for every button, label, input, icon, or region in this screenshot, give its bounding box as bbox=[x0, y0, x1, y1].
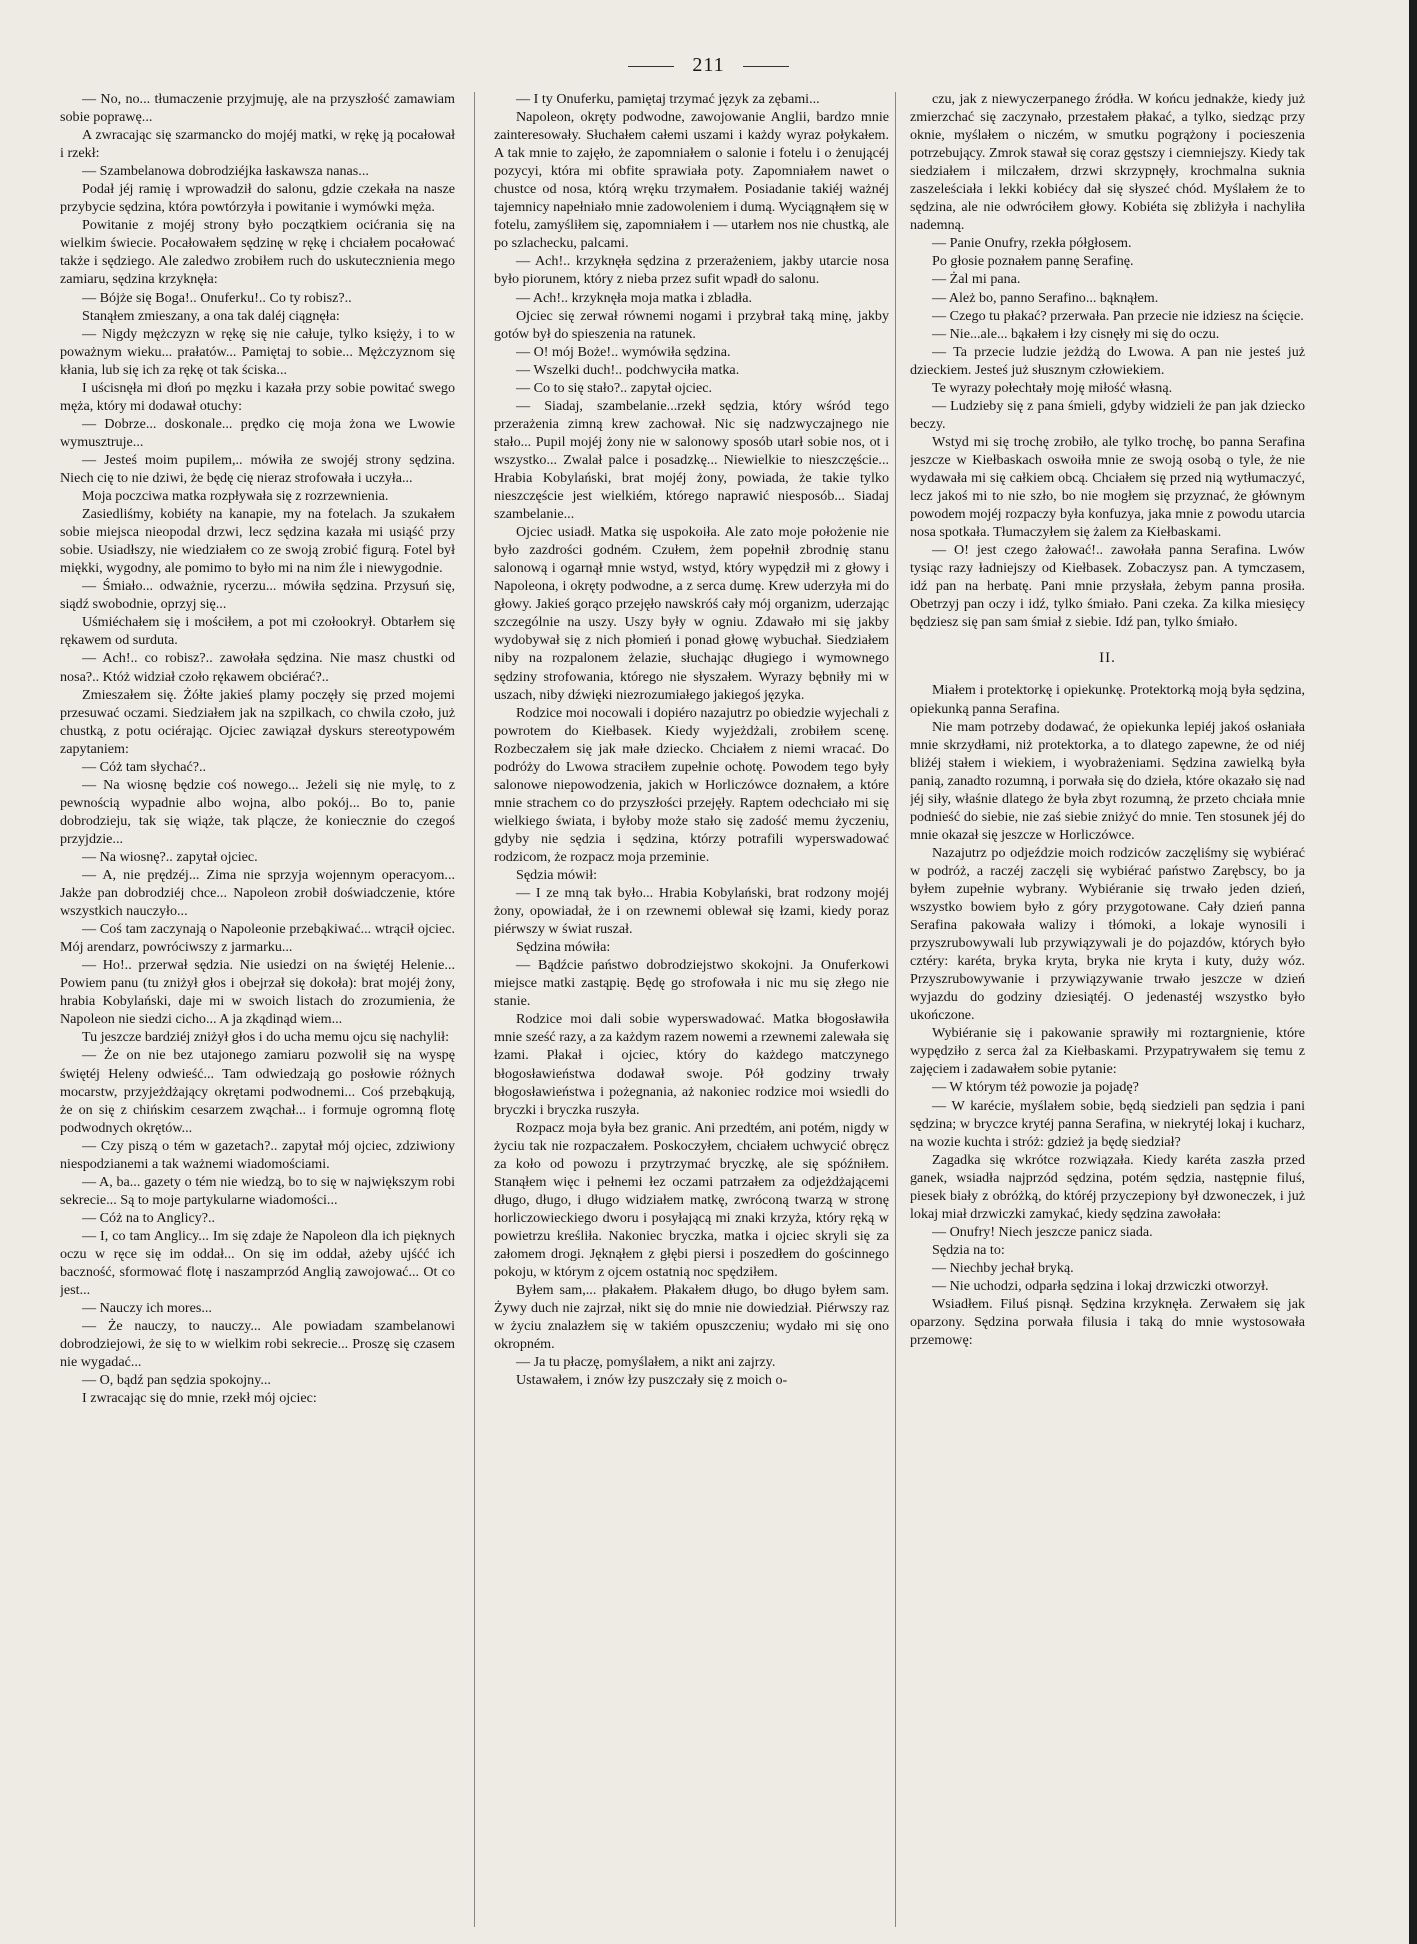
paragraph: — Że on nie bez utajonego zamiaru pozwolił się na wyspę świętéj Heleny odwieść... Tam odwiedzają go posłowie różnych mocarstw, przyjeżdżający okrętami podwodnemi... Coś przebąkują, że on się z chińskim cesarzem zwąchał... i formuje ogromną flotę podwodnych okrętów... bbox=[60, 1047, 455, 1136]
paragraph: — A, ba... gazety o tém nie wiedzą, bo to się w największym robi sekrecie... Są to moje partykularne wiadomości... bbox=[60, 1173, 455, 1208]
paragraph: — I ze mną tak było... Hrabia Kobylański, brat rodzony mojéj żony, opowiadał, że i on rzewnemi oblewał się łzami, kiedy poraz piérwszy w świat ruszał. bbox=[494, 885, 889, 938]
paragraph: — Ta przecie ludzie jeżdżą do Lwowa. A pan nie jesteś już dzieckiem. Jesteś już słusznym człowiekiem. bbox=[910, 343, 1305, 378]
paragraph: Ojciec usiadł. Matka się uspokoiła. Ale zato moje położenie nie było zazdrości godném. Czułem, żem popełnił zbrodnię stanu salonową i ogarnął mnie wstyd, wstyd, który wypędził mi z głowy i Napoleona, i okręty podwodne, a z serca dumę. Krew uderzyła mi do głowy. Jakieś gorąco przejęło nawskróś cały mój organizm, uderzając szczególnie na uszy. Uszy były w ogniu. Zdawało mi się jakby wydobywał się z nich płomień i ponad głowę wybuchał. Siedziałem niby na rozpalonem żelazie, słuchając długiego i wymownego sędziny strofowania, którego nie słyszałem. Wyrazy bębniły mi w uszach, niby dźwięki niezrozumiałego jakiegoś języka. bbox=[494, 524, 889, 703]
paragraph: — Na wiosnę będzie coś nowego... Jeżeli się nie mylę, to z pewnością wypadnie albo wojna, albo pokój... Bo to, panie dobrodzieju, tak się wiąże, tak plącze, że koniecznie do czegoś przyjdzie... bbox=[60, 776, 455, 847]
paragraph: Sędzia mówił: bbox=[516, 867, 598, 884]
paragraph: Rozpacz moja była bez granic. Ani przedtém, ani potém, nigdy w życiu tak nie rozpaczałem. Poskoczyłem, chciałem uchwycić obręcz za koło od powozu i przytrzymać bryczkę, ale się spóźniłem. Stanąłem więc i pełnemi łez oczami patrzałem za odjeżdżającemi długo, długo, i długo widziałem matkę, zwróconą twarzą w stronę horliczowieckiego dworu i posyłającą mi znaki krzyża, który ręką w powietrzu kreśliła. Nakoniec bryczka, matka i ojciec skryli się za załomem drogi. Jęknąłem z głębi piersi i poszedłem do gościnnego pokoju, w którym z ojcem ostatnią noc spędziłem. bbox=[494, 1119, 889, 1281]
paragraph: A zwracając się szarmancko do mojéj matki, w rękę ją pocałował i rzekł: bbox=[60, 127, 455, 162]
paragraph: — Wszelki duch!.. podchwyciła matka. bbox=[516, 361, 740, 378]
paragraph: — A, nie prędzéj... Zima nie sprzyja wojennym operacyom... Jakże pan dobrodziéj chce... Napoleon zrobił doświadczenie, które wszystkich nauczyło... bbox=[60, 867, 455, 920]
column-divider-1 bbox=[474, 92, 475, 1927]
paragraph: Wybiéranie się i pakowanie sprawiły mi roztargnienie, które wypędziło z serca żal za Kiełbaskami. Przypatrywałem się temu z zajęciem i zadawałem sobie pytanie: bbox=[910, 1025, 1305, 1078]
paragraph: — Ho!.. przerwał sędzia. Nie usiedzi on na świętéj Helenie... Powiem panu (tu zniżył głos i obejrzał się dokoła): brat mojéj żony, hrabia Kobylański, daje mi w swoich listach do zrozumienia, że Napoleon nie siedzi cicho... A ja zkądinąd wiem... bbox=[60, 957, 455, 1028]
paragraph: — O! jest czego żałować!.. zawołała panna Serafina. Lwów tysiąc razy ładniejszy od Kiełbasek. Zobaczysz pan. A tymczasem, idź pan na herbatę. Pani mnie przysłała, żebym panna prosiła. Obetrzyj pan oczy i idź, tylko śmiało. Pani czeka. Za kilka miesięcy będziesz się pan sam śmiał z siebie. Idź pan, tylko śmiało. bbox=[910, 542, 1305, 631]
header-dash-left bbox=[628, 66, 674, 67]
section-heading: II. bbox=[1099, 650, 1116, 667]
paragraph: — Panie Onufry, rzekła półgłosem. bbox=[932, 235, 1132, 252]
paragraph: — Ach!.. krzyknęła sędzina z przerażeniem, jakby utarcie nosa było piorunem, który z nieba przez sufit wpadł do salonu. bbox=[494, 253, 889, 288]
paragraph: — O, bądź pan sędzia spokojny... bbox=[82, 1372, 271, 1389]
page-edge-shadow bbox=[1409, 0, 1417, 1944]
paragraph: Powitanie z mojéj strony było początkiem ocićrania się na wielkim świecie. Pocałowałem sędzinę w rękę i chciałem pocałować także i sędziego. Ale zaledwo zrobiłem ruch do uskutecznienia mego zamiaru, sędzina krzyknęła: bbox=[60, 217, 455, 288]
paragraph: Sędzina mówiła: bbox=[516, 939, 611, 956]
paragraph: Ojciec się zerwał równemi nogami i przybrał taką minę, jakby gotów był do spieszenia na ratunek. bbox=[494, 307, 889, 342]
paragraph: — Na wiosnę?.. zapytał ojciec. bbox=[82, 848, 258, 865]
paragraph: — Niechby jechał bryką. bbox=[932, 1259, 1074, 1276]
paragraph: Moja poczciwa matka rozpływała się z rozrzewnienia. bbox=[82, 488, 389, 505]
paragraph: — Onufry! Niech jeszcze panicz siada. bbox=[932, 1223, 1153, 1240]
paragraph: — Ludzieby się z pana śmieli, gdyby widzieli że pan jak dziecko beczy. bbox=[910, 397, 1305, 432]
paragraph: — I ty Onuferku, pamiętaj trzymać język za zębami... bbox=[516, 91, 820, 107]
paragraph: Po głosie poznałem pannę Serafinę. bbox=[932, 253, 1134, 270]
paragraph: — Cóż na to Anglicy?.. bbox=[82, 1209, 216, 1226]
text-column-2 bbox=[494, 90, 889, 1930]
paragraph: — Coś tam zaczynają o Napoleonie przebąkiwać... wtrącił ojciec. Mój arendarz, powróciwszy z jarmarku... bbox=[60, 921, 455, 956]
paragraph: — Bądźcie państwo dobrodziejstwo skokojni. Ja Onuferkowi miejsce matki zastąpię. Będę go strofowała i nic mu się złego nie stanie. bbox=[494, 957, 889, 1010]
paragraph: — Nie uchodzi, odparła sędzina i lokaj drzwiczki otworzył. bbox=[932, 1278, 1269, 1294]
paragraph: — Ach!.. krzyknęła moja matka i zbladła. bbox=[516, 289, 752, 306]
paragraph: — Że nauczy, to nauczy... Ale powiadam szambelanowi dobrodziejowi, że się to w wielkim robi sekrecie... Proszę się czasem nie wygadać... bbox=[60, 1318, 455, 1371]
paragraph: Byłem sam,... płakałem. Płakałem długo, bo długo byłem sam. Żywy duch nie zajrzał, nikt się do mnie nie dowiedział. Piérwszy raz w życiu znalazłem się w takiém opuszczeniu; wydało mi się ono okropném. bbox=[494, 1282, 889, 1353]
paragraph: Nazajutrz po odjeździe moich rodziców zaczęliśmy się wybiérać w podróż, a raczéj zaczęli się wybiérać państwo Zarębscy, bo ja byłem zupełnie wybrany. Wybiéranie się trwało jeden dzień, wszystko bowiem było z góry przygotowane. Cały dzień panna Serafina pakowała walizy i tłómoki, a lokaje wynosili i przyszrubowywali lub przywiązywali je do pojazdów, których było cztéry: karéta, bryka kryta, bryka nie kryta i kuty, duży wóz. Przyszrubowywanie i przywiązywanie trwało jeszcze w dzień wyjazdu do godziny dziesiątéj. O jedenastéj wszystko było ukończone. bbox=[910, 844, 1305, 1024]
paragraph: — Śmiało... odważnie, rycerzu... mówiła sędzina. Przysuń się, siądź swobodnie, oprzyj się... bbox=[60, 578, 455, 613]
paragraph: — Żal mi pana. bbox=[932, 271, 1021, 288]
paragraph: — Szambelanowa dobrodziéjka łaskawsza nanas... bbox=[82, 163, 369, 180]
paragraph: Miałem i protektorkę i opiekunkę. Protektorką moją była sędzina, opiekunką panna Serafina. bbox=[910, 682, 1305, 717]
page-header bbox=[0, 54, 1417, 77]
paragraph: Sędzia na to: bbox=[932, 1241, 1005, 1258]
paragraph: — Dobrze... doskonale... prędko cię moja żona we Lwowie wymusztruje... bbox=[60, 415, 455, 450]
text-column-1 bbox=[60, 90, 455, 1930]
text-column-3 bbox=[910, 90, 1305, 1930]
paragraph: Zmieszałem się. Żółte jakieś plamy poczęły się przed mojemi przesuwać oczami. Siedziałem jak na szpilkach, co chwila czoło, już chustką, z potu ociérając. Ojciec zawiązał dyskurs stereotypowém zapytaniem: bbox=[60, 686, 455, 757]
paragraph: Te wyrazy połechtały moję miłość własną. bbox=[932, 379, 1173, 396]
paragraph: czu, jak z niewyczerpanego źródła. W końcu jednakże, kiedy już zmierzchać się zaczynało, przestałem płakać, a tylko, siedząc przy oknie, myślałem o niczém, w smutku pogrążony i pocieszenia potrzebujący. Zmrok stawał się coraz gęstszy i ciemniejszy. Kiedy tak siedziałem i milczałem, drzwi skrzypnęły, krochmalna suknia zaszeleściała i lekki kobiécy dał się słyszeć chód. Myślałem że to sędzina, ale nie odwróciłem głowy. Kobiéta się zbliżyła i nachyliła nademną. bbox=[910, 91, 1305, 234]
paragraph: — Czy piszą o tém w gazetach?.. zapytał mój ojciec, zdziwiony niespodzianemi a tak ważnemi wiadomościami. bbox=[60, 1137, 455, 1172]
paragraph: Stanąłem zmieszany, a ona tak daléj ciągnęła: bbox=[82, 307, 340, 324]
paragraph: — No, no... tłumaczenie przyjmuję, ale na przyszłość zamawiam sobie poprawę... bbox=[60, 91, 455, 126]
paragraph: Nie mam potrzeby dodawać, że opiekunka lepiéj jakoś osłaniała mnie skrzydłami, niż protektorka, a to dlatego zapewne, że od niéj bliżéj stałem i wiekiem, i wyobrażeniami. Sędzina zawielką była panią, zanadto rozumną, i porwała się do dzieła, które okazało się nad jéj siły, właśnie dlatego że była zbyt rozumną, że przeto chciała mnie podnieść do siebie, nie zaś siebie zniżyć do mnie. Ten stosunek jéj do mnie okazał się jeszcze w Horliczówce. bbox=[910, 718, 1305, 843]
paragraph: Podał jéj ramię i wprowadził do salonu, gdzie czekała na nasze przybycie sędzina, która powtórzyła i powitanie i wymówki męża. bbox=[60, 181, 455, 216]
paragraph: Zasiedliśmy, kobiéty na kanapie, my na fotelach. Ja szukałem sobie miejsca nieopodal drzwi, lecz sędzina kazała mi usiąść przy sobie. Usiadłszy, nie wiedziałem co ze swoją zrobić figurą. Fotel był miękki, wygodny, ale pomimo to było mi na nim źle i niewygodnie. bbox=[60, 506, 455, 577]
paragraph: — Nigdy mężczyzn w rękę się nie całuje, tylko księży, i to w poważnym wieku... prałatów... Pamiętaj to sobie... Mężczyznom się kłania, lub się ich za rękę ot tak ściska... bbox=[60, 325, 455, 378]
paragraph: — Ależ bo, panno Serafino... bąknąłem. bbox=[932, 289, 1159, 306]
paragraph: — Cóż tam słychać?.. bbox=[82, 758, 207, 775]
paragraph: Rodzice moi nocowali i dopiéro nazajutrz po obiedzie wyjechali z powrotem do Kiełbasek. Kiedy wyjeżdżali, zrobiłem scenę. Rozbeczałem się jak małe dziecko. Chciałem z niemi wracać. Do podróży do Lwowa straciłem zupełnie ochotę. Powodem tego były salonowe niepowodzenia, jakich w Horliczówce doznałem, a które mnie strachem co do przyszłości przejęły. Raptem odechciało mi się wielkiego świata, i byłoby może stało się zadość memu życzeniu, gdyby nie sędzia i sędzina, którzy potrafili wyperswadować rodzicom, że rozpacz moja przeminie. bbox=[494, 704, 889, 865]
paragraph: — W karécie, myślałem sobie, będą siedzieli pan sędzia i pani sędzina; w bryczce krytéj panna Serafina, w niekrytéj lokaj i kucharz, na wozie kuchta i stróż: gdzież ja będę siedział? bbox=[910, 1097, 1305, 1150]
paragraph: — Nie...ale... bąkałem i łzy cisnęły mi się do oczu. bbox=[932, 325, 1220, 342]
paragraph: Zagadka się wkrótce rozwiązała. Kiedy karéta zaszła przed ganek, wsiadła najprzód sędzina, potém sędzia, następnie filuś, piesek biały z obróżką, do któréj przyczepiony był dzwoneczek, i już lokaj miał drzwiczki zamykać, kiedy sędzina zawołała: bbox=[910, 1151, 1305, 1222]
paragraph: — W którym téż powozie ja pojadę? bbox=[932, 1079, 1139, 1096]
paragraph: I zwracając się do mnie, rzekł mój ojciec: bbox=[82, 1390, 317, 1407]
paragraph: Tu jeszcze bardziéj zniżył głos i do ucha memu ojcu się nachylił: bbox=[82, 1029, 449, 1046]
header-dash-right bbox=[743, 66, 789, 67]
paragraph: — Ach!.. co robisz?.. zawołała sędzina. Nie masz chustki od nosa?.. Któż widział czoło rękawem obciérać?.. bbox=[60, 650, 455, 685]
paragraph: Rodzice moi dali sobie wyperswadować. Matka błogosławiła mnie sześć razy, a za każdym razem nowemi a rzewnemi zalewała się łzami. Płakał i ojciec, który do każdego matczynego błogosławieństwa dodawał swoje. Pół godziny trwały błogosławieństwa i pożegnania, aż nakoniec rodzice moi wsiedli do bryczki i bryczka ruszyła. bbox=[494, 1011, 889, 1118]
paragraph: — Nauczy ich mores... bbox=[82, 1300, 212, 1317]
paragraph: — Ja tu płaczę, pomyślałem, a nikt ani zajrzy. bbox=[516, 1354, 776, 1371]
paragraph: Wstyd mi się trochę zrobiło, ale tylko trochę, bo panna Serafina jeszcze w Kiełbaskach oswoiła mnie ze swoją osobą o tyle, że nie wydawała mi się całkiem obcą. Chciałem się przed nią wytłumaczyć, lecz jakoś mi to nie szło, bo nie mogłem się przyznać, że głównym powodem mojéj rozpaczy była konfuzya, jaka mnie z powodu utarcia nosa spotkała. Tłumaczyłem się żalem za Kiełbaskami. bbox=[910, 433, 1305, 541]
paragraph: — I, co tam Anglicy... Im się zdaje że Napoleon dla ich pięknych oczu w ręce się im oddał... On się im oddał, ażeby ujśćć ich baczność, sformować flotę i naszamprzód Anglią zawojować... Ot co jest... bbox=[60, 1227, 455, 1299]
paragraph: — Bójże się Boga!.. Onuferku!.. Co ty robisz?.. bbox=[82, 289, 352, 306]
paragraph: — Co to się stało?.. zapytał ojciec. bbox=[516, 379, 713, 396]
paragraph: Ustawałem, i znów łzy puszczały się z moich o- bbox=[516, 1372, 788, 1389]
column-divider-2 bbox=[895, 92, 896, 1927]
paragraph: — Jesteś moim pupilem,.. mówiła ze swojéj strony sędzina. Niech cię to nie dziwi, że będę cię nieraz strofowała i uczyła... bbox=[60, 451, 455, 486]
paragraph: — Czego tu płakać? przerwała. Pan przecie nie idziesz na ścięcie. bbox=[932, 307, 1304, 324]
paragraph: — Siadaj, szambelanie...rzekł sędzia, który wśród tego przerażenia zimną krew zachował. Nic się nadzwyczajnego nie stało... Pupil mojéj żony nie w salonowy sposób utarł sobie nos, ot i wszystko... Zwalał palce i posadzkę... Niewielkie to nieszczęście... Hrabia Kobylański, brat mojéj żony, powiada, że takie tylko nieszczęście jest wielkiém, którego naprawić niesposób... Siadaj szambelanie... bbox=[494, 397, 889, 523]
paragraph: — O! mój Boże!.. wymówiła sędzina. bbox=[516, 343, 731, 360]
page-number: 211 bbox=[692, 54, 725, 76]
paragraph: Uśmiéchałem się i mościłem, a pot mi czołookrył. Obtarłem się rękawem od surduta. bbox=[60, 614, 455, 649]
paragraph: I uścisnęła mi dłoń po męzku i kazała przy sobie powitać swego męża, który mi dodawał otuchy: bbox=[60, 379, 455, 414]
paragraph: Wsiadłem. Filuś pisnął. Sędzina krzyknęła. Zerwałem się jak oparzony. Sędzina porwała filusia i taką do mnie wystosowała przemowę: bbox=[910, 1296, 1305, 1349]
paragraph: Napoleon, okręty podwodne, zawojowanie Anglii, bardzo mnie zainteresowały. Słuchałem całemi uszami i każdy wyraz połykałem. A tak mnie to zajęło, że zapomniałem o salonie i fotelu i o żenującéj pozycyi, która mi obfite sprawiała poty. Zapomniałem nawet o chustce od nosa, którą wręku trzymałem. Posiadanie takiéj ważnéj tajemnicy napełniało mnie zadowoleniem i dumą. Wyciągnąłem się w fotelu, zamyśliłem się, zapomniałem i — utarłem nos nie chustką, ale po szlachecku, palcami. bbox=[494, 109, 889, 252]
